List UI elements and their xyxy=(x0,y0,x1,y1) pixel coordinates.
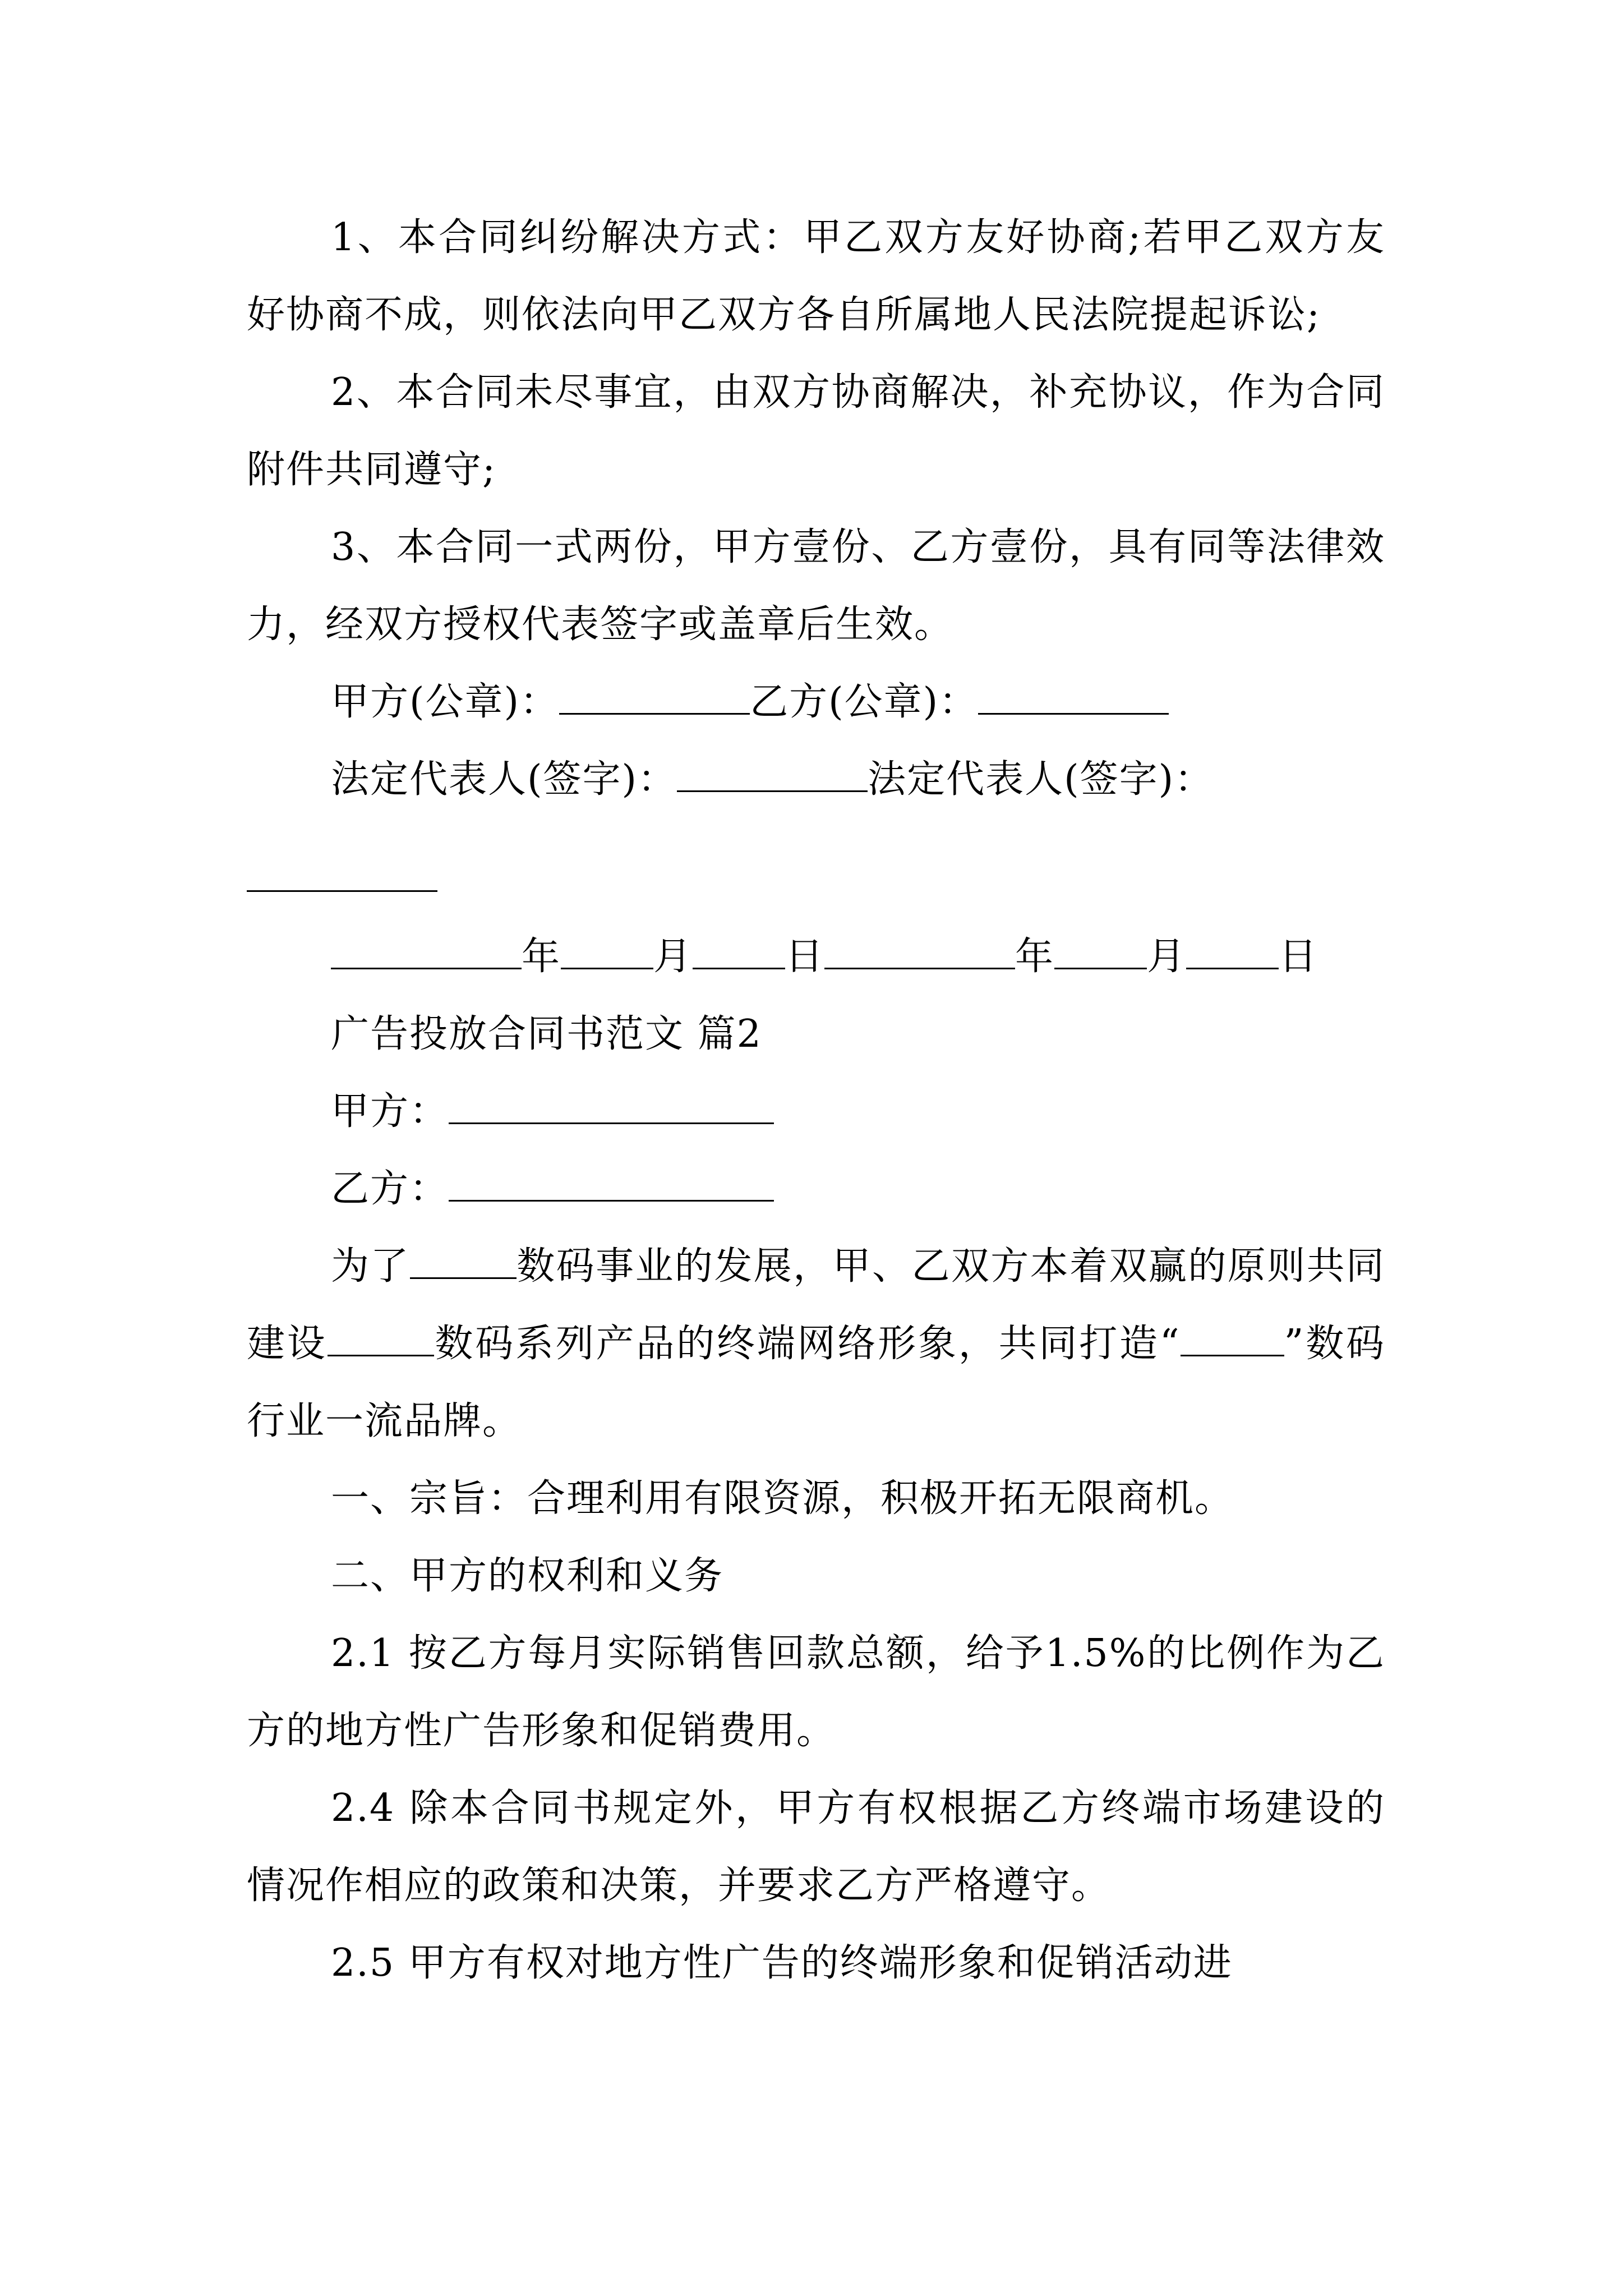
day-b-blank xyxy=(1186,933,1279,969)
article-2-4: 2.4 除本合同书规定外，甲方有权根据乙方终端市场建设的情况作相应的政策和决策，并要求乙方严格遵守。 xyxy=(247,1786,1385,1908)
month-a-label: 月 xyxy=(653,935,693,979)
day-b-label: 日 xyxy=(1279,935,1318,979)
rep-b-label: 法定代表人(签字)： xyxy=(868,757,1214,802)
intro-part-1: 为了 xyxy=(331,1244,410,1289)
clause-2: 2、本合同未尽事宜，由双方协商解决，补充协议，作为合同附件共同遵守; xyxy=(247,370,1385,492)
brand-blank-1 xyxy=(410,1243,517,1279)
year-a-label: 年 xyxy=(522,935,561,979)
party-a-seal-label: 甲方(公章)： xyxy=(331,680,560,724)
party-b-seal-label: 乙方(公章)： xyxy=(750,680,979,724)
article-rights-heading: 二、甲方的权利和义务 xyxy=(331,1554,724,1598)
clause-1: 1、本合同纠纷解决方式：甲乙双方友好协商;若甲乙双方友好协商不成，则依法向甲乙双方各自所属地人民法院提起诉讼; xyxy=(247,215,1385,337)
section-title: 广告投放合同书范文 篇2 xyxy=(331,1012,762,1056)
party-b-blank xyxy=(449,1166,774,1202)
party-a-label: 甲方： xyxy=(331,1089,449,1134)
month-a-blank xyxy=(561,933,653,969)
document-body xyxy=(247,199,1385,2002)
party-a-seal-blank xyxy=(559,679,750,715)
year-a-blank xyxy=(331,933,522,969)
brand-blank-2 xyxy=(328,1320,434,1356)
intro-part-2: 数码事业的发展，甲、乙双方本着双赢的原则共同建设 xyxy=(247,1244,1385,1366)
intro-paragraph xyxy=(247,1228,1385,1460)
party-a-blank xyxy=(449,1088,774,1124)
year-b-label: 年 xyxy=(1015,935,1055,979)
party-b-seal-blank xyxy=(978,679,1169,715)
date-line xyxy=(247,918,1385,996)
party-a-line xyxy=(247,1073,1385,1151)
day-a-blank xyxy=(693,933,785,969)
party-b-line xyxy=(247,1151,1385,1228)
rep-a-blank xyxy=(677,756,868,792)
brand-blank-3 xyxy=(1181,1320,1284,1356)
seal-line xyxy=(247,664,1385,741)
intro-part-3: 数码系列产品的终端网络形象，共同打造“ xyxy=(434,1322,1181,1366)
month-b-label: 月 xyxy=(1147,935,1187,979)
clause-3: 3、本合同一式两份，甲方壹份、乙方壹份，具有同等法律效力，经双方授权代表签字或盖章后生效。 xyxy=(247,525,1385,647)
month-b-blank xyxy=(1054,933,1147,969)
article-2-5: 2.5 甲方有权对地方性广告的终端形象和促销活动进 xyxy=(331,1941,1233,1985)
rep-b-blank-line xyxy=(247,841,1385,918)
year-b-blank xyxy=(824,933,1015,969)
day-a-label: 日 xyxy=(785,935,825,979)
rep-b-blank xyxy=(247,856,437,892)
rep-a-label: 法定代表人(签字)： xyxy=(331,757,677,802)
representative-line xyxy=(247,741,1385,818)
intro-part-4: ”数码行业一流品牌。 xyxy=(247,1322,1385,1443)
party-b-label: 乙方： xyxy=(331,1167,449,1211)
article-purpose: 一、宗旨：合理利用有限资源，积极开拓无限商机。 xyxy=(331,1476,1234,1521)
article-2-1: 2.1 按乙方每月实际销售回款总额，给予1.5%的比例作为乙方的地方性广告形象和促销费用。 xyxy=(247,1631,1385,1753)
